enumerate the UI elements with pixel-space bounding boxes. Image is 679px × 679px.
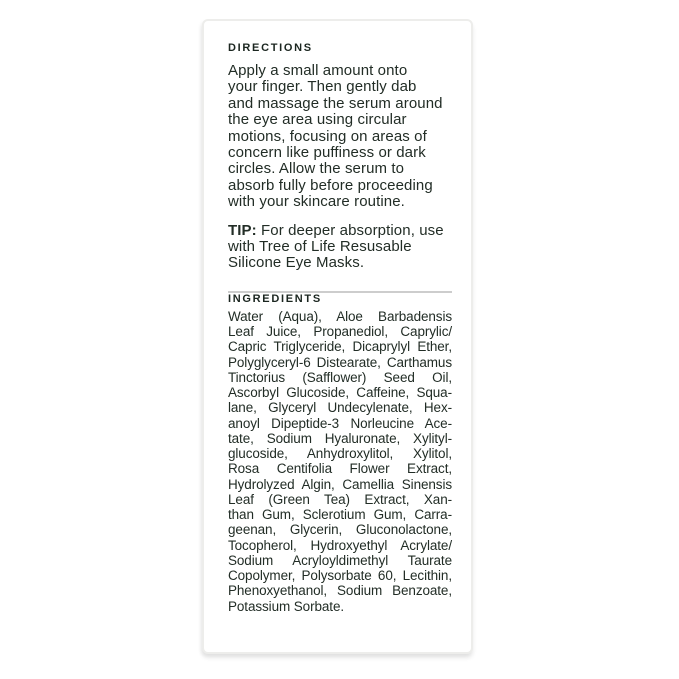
text-line: circles. Allow the serum to <box>228 160 405 178</box>
text-line: with your skincare routine. <box>228 193 405 211</box>
text-line: Rosa Centifolia Flower Extract, <box>228 461 452 477</box>
text-line: and massage the serum around <box>228 94 443 112</box>
ingredients-heading: INGREDIENTS <box>228 292 322 305</box>
text-line: Apply a small amount onto <box>228 62 408 79</box>
text-line: Sodium Acryloyldimethyl Taurate <box>228 552 452 568</box>
ingredients-section <box>228 293 452 614</box>
text-line: motions, focusing on areas of <box>228 127 427 145</box>
directions-heading: DIRECTIONS <box>228 42 313 54</box>
directions-text <box>228 63 452 211</box>
text-line: than Gum, Sclerotium Gum, Carra- <box>228 507 452 523</box>
text-line: Copolymer, Polysorbate 60, Lecithin, <box>228 568 452 584</box>
text-line: Leaf Juice, Propanediol, Caprylic/ <box>228 324 452 340</box>
text-line: Hydrolyzed Algin, Camellia Sinensis <box>228 476 452 492</box>
text-line: Potassium Sorbate. <box>228 598 345 614</box>
tip-text <box>228 223 452 272</box>
text-line: Tocopherol, Hydroxyethyl Acrylate/ <box>228 537 452 553</box>
text-line: with Tree of Life Resusable <box>228 238 412 256</box>
text-line: Water (Aqua), Aloe Barbadensis <box>228 308 452 324</box>
text-line: Polyglyceryl-6 Distearate, Carthamus <box>228 354 452 370</box>
text-line: geenan, Glycerin, Gluconolactone, <box>228 522 452 538</box>
tip-label: TIP: <box>228 221 257 239</box>
text-line: TIP: For deeper absorption, use <box>228 221 444 239</box>
text-line: your finger. Then gently dab <box>228 78 417 96</box>
text-line: Ascorbyl Glucoside, Caffeine, Squa- <box>228 385 452 401</box>
text-line: glucoside, Anhydroxylitol, Xylitol, <box>228 446 452 462</box>
text-line: concern like puffiness or dark <box>228 144 426 162</box>
text-line: tate, Sodium Hyaluronate, Xylityl- <box>228 430 452 446</box>
text-line: Silicone Eye Masks. <box>228 254 365 272</box>
text-line: Leaf (Green Tea) Extract, Xan- <box>228 491 452 507</box>
text-line: absorb fully before proceeding <box>228 176 433 194</box>
text-line: lane, Glyceryl Undecylenate, Hex- <box>228 400 452 416</box>
text-line: Tinctorius (Safflower) Seed Oil, <box>228 369 452 385</box>
text-line: anoyl Dipeptide-3 Norleucine Ace- <box>228 415 452 431</box>
directions-section <box>228 42 452 272</box>
ingredients-text <box>228 309 452 614</box>
packaging-back-panel <box>202 19 473 654</box>
text-line: Phenoxyethanol, Sodium Benzoate, <box>228 583 452 599</box>
text-line: Capric Triglyceride, Dicaprylyl Ether, <box>228 339 452 355</box>
text-line: the eye area using circular <box>228 111 407 129</box>
